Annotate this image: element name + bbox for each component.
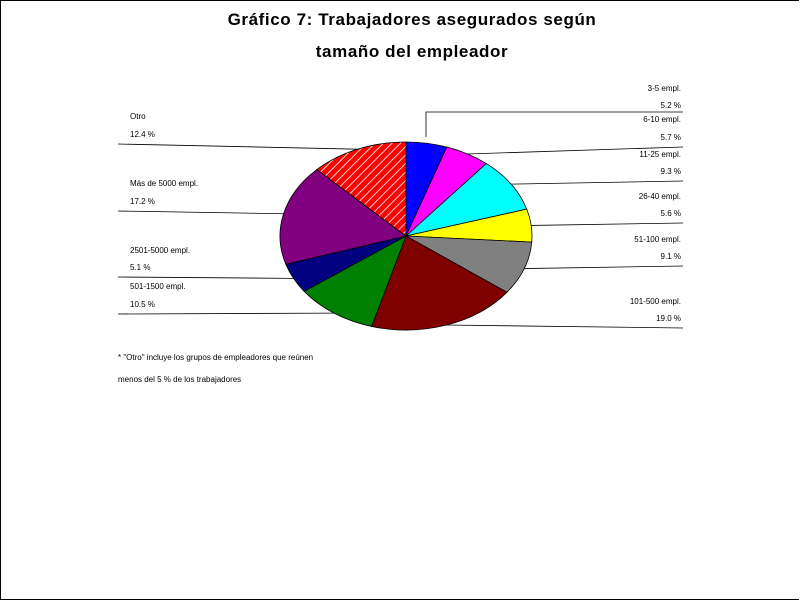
slice-value-label-9: 17.2 %: [130, 197, 155, 206]
slice-value-label-1: 5.2 %: [660, 101, 681, 110]
leader-line-10: [118, 144, 358, 149]
slice-value-label-5: 9.1 %: [660, 252, 681, 261]
slice-label-5: 51-100 empl.: [634, 235, 681, 244]
leader-line-9: [118, 211, 284, 214]
slice-label-10: Otro: [130, 112, 146, 121]
slice-value-label-6: 19.0 %: [656, 314, 681, 323]
slice-label-4: 26-40 empl.: [638, 192, 681, 201]
slice-value-label-8: 5.1 %: [130, 263, 151, 272]
slice-value-label-4: 5.6 %: [660, 209, 681, 218]
leader-line-6: [446, 325, 683, 328]
slice-value-label-10: 12.4 %: [130, 130, 155, 139]
slice-value-label-2: 5.7 %: [660, 133, 681, 142]
footnote-line1: * "Otro" incluye los grupos de empleadores que reúnen: [118, 353, 314, 362]
slice-label-1: 3-5 empl.: [647, 84, 681, 93]
slice-value-label-3: 9.3 %: [660, 167, 681, 176]
leader-line-3: [511, 181, 683, 184]
slice-label-8: 2501-5000 empl.: [130, 246, 191, 255]
leader-line-5: [524, 266, 683, 269]
chart-title-line2: tamaño del empleador: [315, 42, 509, 61]
slice-label-3: 11-25 empl.: [639, 150, 681, 159]
chart-title-line1: Gráfico 7: Trabajadores asegurados según: [227, 10, 597, 29]
slice-value-label-7: 10.5 %: [130, 300, 155, 309]
pie-slices: [280, 142, 532, 330]
leader-line-8: [118, 277, 294, 278]
leader-line-7: [118, 313, 334, 314]
slice-label-2: 6-10 empl.: [643, 115, 681, 124]
footnote-line2: menos del 5 % de los trabajadores: [118, 375, 242, 384]
slice-label-9: Más de 5000 empl.: [130, 179, 199, 188]
leader-line-4: [531, 223, 683, 225]
slice-label-6: 101-500 empl.: [629, 297, 681, 306]
slice-label-7: 501-1500 empl.: [130, 282, 186, 291]
